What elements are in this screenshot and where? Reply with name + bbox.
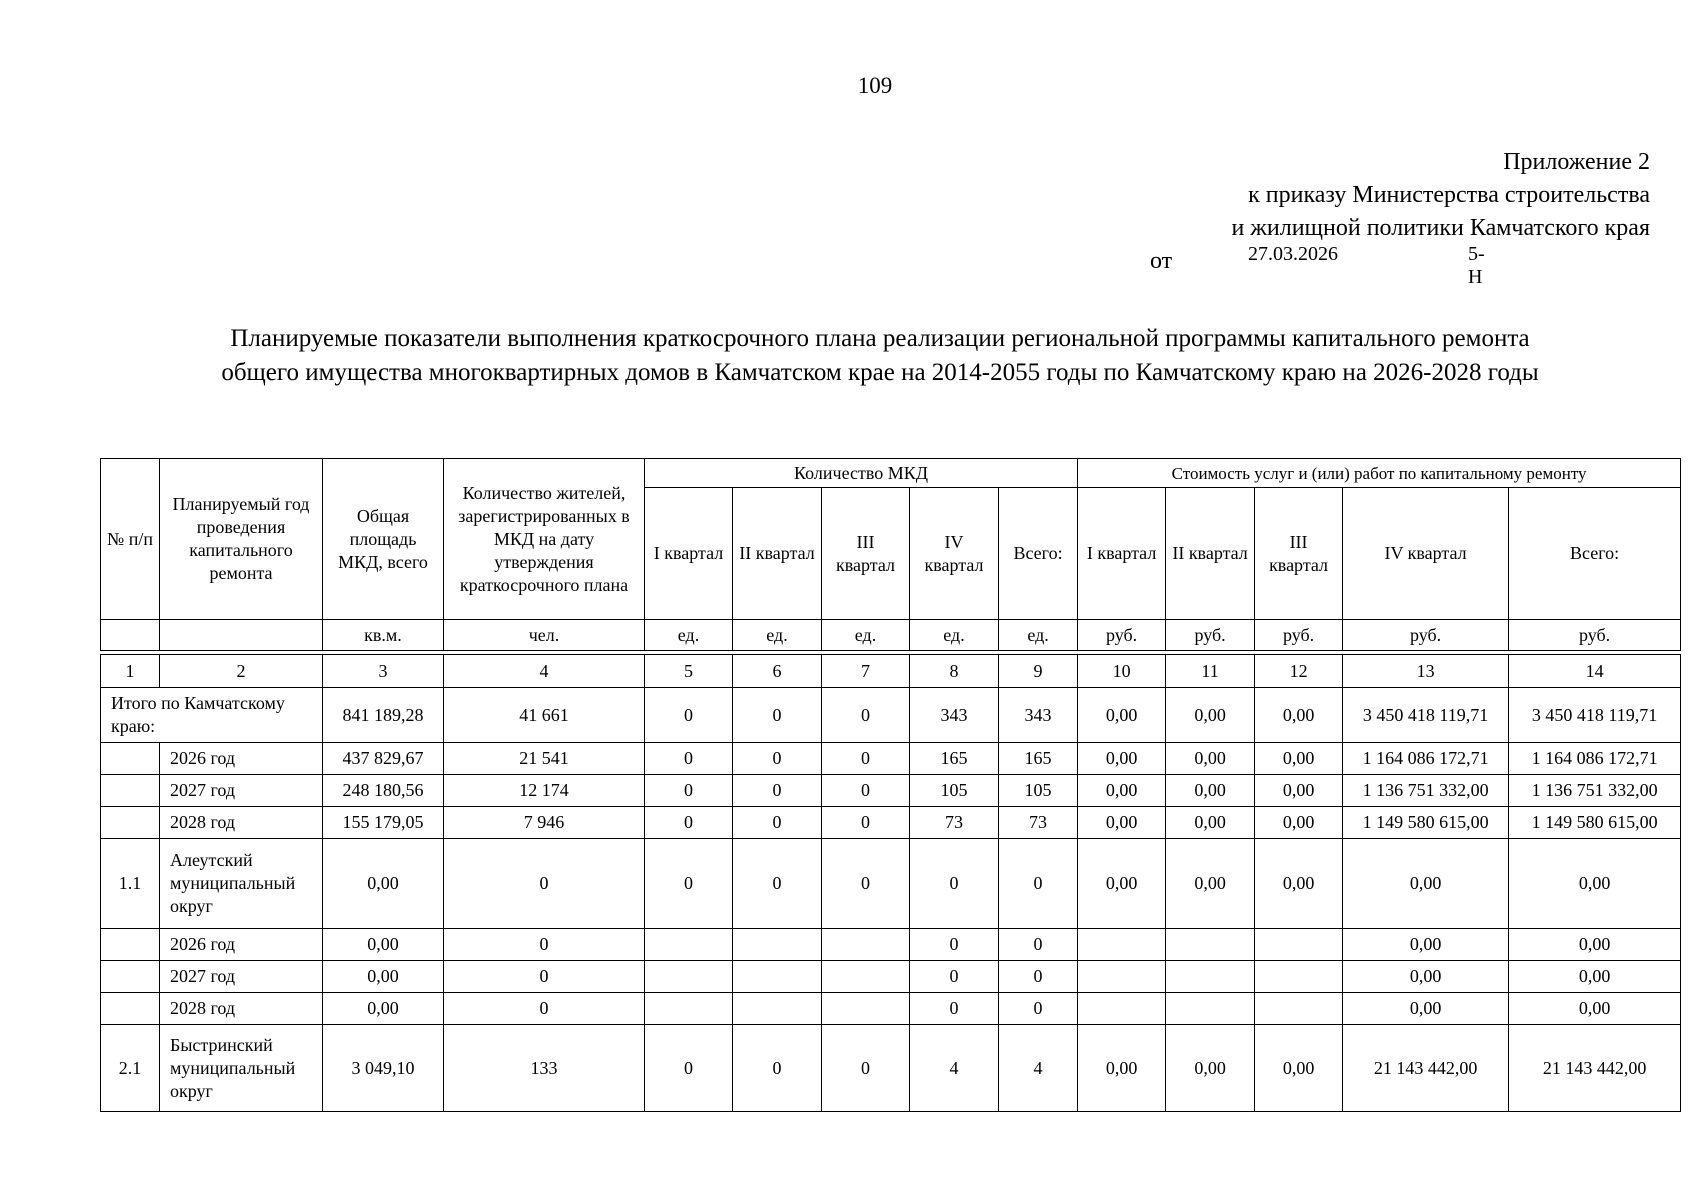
cell-area: 841 189,28 (323, 688, 444, 743)
table-row (101, 807, 1681, 839)
cell-cost-q2 (1166, 961, 1255, 993)
cell-mkd-q4: 343 (910, 688, 999, 743)
unit-rub: руб. (1078, 620, 1166, 651)
column-number: 12 (1255, 655, 1343, 688)
row-label: 2027 год (160, 961, 323, 993)
table-row (101, 1025, 1681, 1112)
cell-cost-q1: 0,00 (1078, 839, 1166, 929)
cell-cost-q3: 0,00 (1255, 743, 1343, 775)
cell-cost-q3: 0,00 (1255, 688, 1343, 743)
header-area: Общая площадь МКД, всего (323, 459, 444, 620)
cell-mkd-total: 343 (999, 688, 1078, 743)
cell-no (101, 961, 160, 993)
cell-mkd-q2: 0 (733, 743, 822, 775)
column-number: 11 (1166, 655, 1255, 688)
cell-mkd-total: 0 (999, 961, 1078, 993)
header-mkd-q2: II квартал (733, 488, 822, 620)
cell-mkd-q3: 0 (822, 839, 910, 929)
cell-residents: 0 (444, 961, 645, 993)
cell-cost-total: 1 149 580 615,00 (1509, 807, 1681, 839)
plan-table (100, 458, 1681, 1112)
cell-mkd-q4: 0 (910, 929, 999, 961)
cell-cost-q4: 21 143 442,00 (1343, 1025, 1509, 1112)
cell-area: 155 179,05 (323, 807, 444, 839)
row-label: 2028 год (160, 807, 323, 839)
header-mkd-group: Количество МКД (645, 459, 1078, 488)
header-row-1 (101, 459, 1681, 488)
cell-mkd-q2: 0 (733, 839, 822, 929)
cell-cost-q4: 1 149 580 615,00 (1343, 807, 1509, 839)
cell-cost-total: 0,00 (1509, 993, 1681, 1025)
cell-mkd-q2: 0 (733, 688, 822, 743)
unit-count: ед. (822, 620, 910, 651)
header-mkd-total: Всего: (999, 488, 1078, 620)
attachment-block (1231, 146, 1650, 245)
cell-cost-q3 (1255, 961, 1343, 993)
unit-rub: руб. (1343, 620, 1509, 651)
cell-no (101, 929, 160, 961)
unit-count: ед. (910, 620, 999, 651)
cell-mkd-q2 (733, 929, 822, 961)
column-number: 2 (160, 655, 323, 688)
cell-mkd-q2 (733, 961, 822, 993)
cell-cost-q1: 0,00 (1078, 1025, 1166, 1112)
unit-rub: руб. (1255, 620, 1343, 651)
cell-no (101, 993, 160, 1025)
cell-residents: 12 174 (444, 775, 645, 807)
column-numbers-row (101, 655, 1681, 688)
header-cost-total: Всего: (1509, 488, 1681, 620)
cell-mkd-total: 165 (999, 743, 1078, 775)
cell-mkd-q3 (822, 993, 910, 1025)
unit-count: ед. (733, 620, 822, 651)
cell-cost-total: 1 136 751 332,00 (1509, 775, 1681, 807)
cell-area: 0,00 (323, 839, 444, 929)
cell-cost-q2: 0,00 (1166, 839, 1255, 929)
cell-mkd-total: 0 (999, 993, 1078, 1025)
header-residents: Количество жителей, зарегистрированных в МКД на дату утверждения краткосрочного плана (444, 459, 645, 620)
table-row (101, 743, 1681, 775)
unit-area: кв.м. (323, 620, 444, 651)
cell-area: 437 829,67 (323, 743, 444, 775)
cell-mkd-q1 (645, 993, 733, 1025)
cell-mkd-q2 (733, 993, 822, 1025)
cell-no: 1.1 (101, 839, 160, 929)
cell-mkd-q1: 0 (645, 743, 733, 775)
cell-mkd-q3: 0 (822, 743, 910, 775)
cell-cost-q4: 0,00 (1343, 961, 1509, 993)
column-number: 14 (1509, 655, 1681, 688)
cell-area: 3 049,10 (323, 1025, 444, 1112)
cell-cost-total: 1 164 086 172,71 (1509, 743, 1681, 775)
cell-mkd-total: 105 (999, 775, 1078, 807)
cell-residents: 0 (444, 929, 645, 961)
cell-cost-q4: 0,00 (1343, 839, 1509, 929)
table-row-total (101, 688, 1681, 743)
cell-cost-q3: 0,00 (1255, 807, 1343, 839)
cell-cost-q1 (1078, 993, 1166, 1025)
cell-cost-q2: 0,00 (1166, 775, 1255, 807)
cell-cost-q3: 0,00 (1255, 839, 1343, 929)
attachment-line-3: и жилищной политики Камчатского края (1231, 215, 1650, 241)
column-number: 10 (1078, 655, 1166, 688)
row-label: 2026 год (160, 743, 323, 775)
cell-mkd-q4: 73 (910, 807, 999, 839)
cell-mkd-total: 4 (999, 1025, 1078, 1112)
cell-cost-q2: 0,00 (1166, 807, 1255, 839)
header-mkd-q1: I квартал (645, 488, 733, 620)
cell-cost-q1 (1078, 929, 1166, 961)
row-label: 2026 год (160, 929, 323, 961)
document-title-line-1: Планируемые показатели выполнения краткосрочного плана реализации региональной программы капитального ремонта (230, 325, 1530, 352)
column-number: 4 (444, 655, 645, 688)
cell-area: 0,00 (323, 929, 444, 961)
column-number: 13 (1343, 655, 1509, 688)
cell-mkd-q3: 0 (822, 1025, 910, 1112)
unit-rub: руб. (1166, 620, 1255, 651)
table-row (101, 775, 1681, 807)
cell-cost-q4: 3 450 418 119,71 (1343, 688, 1509, 743)
cell-cost-total: 3 450 418 119,71 (1509, 688, 1681, 743)
page-number: 109 (857, 73, 893, 98)
cell-area: 248 180,56 (323, 775, 444, 807)
column-number: 9 (999, 655, 1078, 688)
column-number: 7 (822, 655, 910, 688)
cell-mkd-total: 0 (999, 839, 1078, 929)
cell-mkd-q4: 165 (910, 743, 999, 775)
cell-cost-total: 21 143 442,00 (1509, 1025, 1681, 1112)
table-row (101, 929, 1681, 961)
table-row (101, 961, 1681, 993)
cell-mkd-q1 (645, 961, 733, 993)
cell-cost-q3 (1255, 929, 1343, 961)
unit-count: ед. (999, 620, 1078, 651)
cell-cost-q1: 0,00 (1078, 688, 1166, 743)
unit-rub: руб. (1509, 620, 1681, 651)
cell-cost-q3 (1255, 993, 1343, 1025)
header-mkd-q4: IV квартал (910, 488, 999, 620)
attachment-date: 27.03.2026 (1248, 243, 1338, 265)
cell-mkd-q3 (822, 929, 910, 961)
cell-mkd-q1: 0 (645, 1025, 733, 1112)
cell-mkd-q2: 0 (733, 807, 822, 839)
column-number: 5 (645, 655, 733, 688)
cell-no (101, 743, 160, 775)
cell-area: 0,00 (323, 993, 444, 1025)
column-number: 8 (910, 655, 999, 688)
cell-cost-q2 (1166, 993, 1255, 1025)
cell-mkd-q4: 105 (910, 775, 999, 807)
unit-count: ед. (645, 620, 733, 651)
row-label: 2028 год (160, 993, 323, 1025)
document-title (80, 322, 1680, 390)
row-label: Итого по Камчатскому краю: (101, 688, 323, 743)
cell-mkd-q3 (822, 961, 910, 993)
attachment-ot: от (1150, 248, 1173, 274)
cell-cost-q2: 0,00 (1166, 1025, 1255, 1112)
table-row (101, 993, 1681, 1025)
cell-mkd-q3: 0 (822, 688, 910, 743)
header-cost-q3: III квартал (1255, 488, 1343, 620)
cell-cost-q2: 0,00 (1166, 743, 1255, 775)
cell-cost-q1 (1078, 961, 1166, 993)
cell-residents: 41 661 (444, 688, 645, 743)
header-cost-q2: II квартал (1166, 488, 1255, 620)
unit-residents: чел. (444, 620, 645, 651)
header-cost-group: Стоимость услуг и (или) работ по капитальному ремонту (1078, 459, 1681, 488)
attachment-line-1: Приложение 2 (1503, 149, 1650, 175)
cell-no: 2.1 (101, 1025, 160, 1112)
cell-mkd-q2: 0 (733, 1025, 822, 1112)
cell-cost-q3: 0,00 (1255, 775, 1343, 807)
cell-cost-q1: 0,00 (1078, 807, 1166, 839)
header-year: Планируемый год проведения капитального ремонта (160, 459, 323, 620)
cell-mkd-q2: 0 (733, 775, 822, 807)
cell-cost-total: 0,00 (1509, 961, 1681, 993)
cell-mkd-q1: 0 (645, 688, 733, 743)
cell-mkd-total: 73 (999, 807, 1078, 839)
header-no: № п/п (101, 459, 160, 620)
row-label: 2027 год (160, 775, 323, 807)
cell-residents: 7 946 (444, 807, 645, 839)
cell-mkd-q4: 4 (910, 1025, 999, 1112)
cell-cost-q3: 0,00 (1255, 1025, 1343, 1112)
cell-mkd-q3: 0 (822, 775, 910, 807)
cell-area: 0,00 (323, 961, 444, 993)
cell-mkd-q4: 0 (910, 839, 999, 929)
cell-cost-q4: 0,00 (1343, 929, 1509, 961)
column-number: 3 (323, 655, 444, 688)
cell-no (101, 807, 160, 839)
cell-mkd-q1: 0 (645, 839, 733, 929)
attachment-line-2: к приказу Министерства строительства (1248, 182, 1650, 208)
cell-cost-q2 (1166, 929, 1255, 961)
cell-mkd-q4: 0 (910, 961, 999, 993)
table-row (101, 839, 1681, 929)
cell-no (101, 775, 160, 807)
cell-mkd-q1: 0 (645, 775, 733, 807)
cell-cost-q4: 0,00 (1343, 993, 1509, 1025)
cell-residents: 21 541 (444, 743, 645, 775)
header-cost-q4: IV квартал (1343, 488, 1509, 620)
document-title-line-2: общего имущества многоквартирных домов в Камчатском крае на 2014-2055 годы по Камчатскому краю на 2026-2028 годы (221, 359, 1539, 386)
column-number: 6 (733, 655, 822, 688)
cell-residents: 133 (444, 1025, 645, 1112)
cell-cost-q4: 1 136 751 332,00 (1343, 775, 1509, 807)
cell-mkd-q1: 0 (645, 807, 733, 839)
units-row (101, 620, 1681, 651)
cell-cost-q1: 0,00 (1078, 775, 1166, 807)
cell-cost-q1: 0,00 (1078, 743, 1166, 775)
cell-mkd-q1 (645, 929, 733, 961)
header-mkd-q3: III квартал (822, 488, 910, 620)
cell-residents: 0 (444, 839, 645, 929)
cell-mkd-q4: 0 (910, 993, 999, 1025)
row-label: Алеутский муниципальный округ (160, 839, 323, 929)
attachment-number: 5-Н (1468, 243, 1485, 288)
cell-mkd-total: 0 (999, 929, 1078, 961)
cell-cost-total: 0,00 (1509, 839, 1681, 929)
cell-cost-total: 0,00 (1509, 929, 1681, 961)
cell-cost-q4: 1 164 086 172,71 (1343, 743, 1509, 775)
header-cost-q1: I квартал (1078, 488, 1166, 620)
row-label: Быстринский муниципальный округ (160, 1025, 323, 1112)
cell-cost-q2: 0,00 (1166, 688, 1255, 743)
column-number: 1 (101, 655, 160, 688)
cell-residents: 0 (444, 993, 645, 1025)
cell-mkd-q3: 0 (822, 807, 910, 839)
